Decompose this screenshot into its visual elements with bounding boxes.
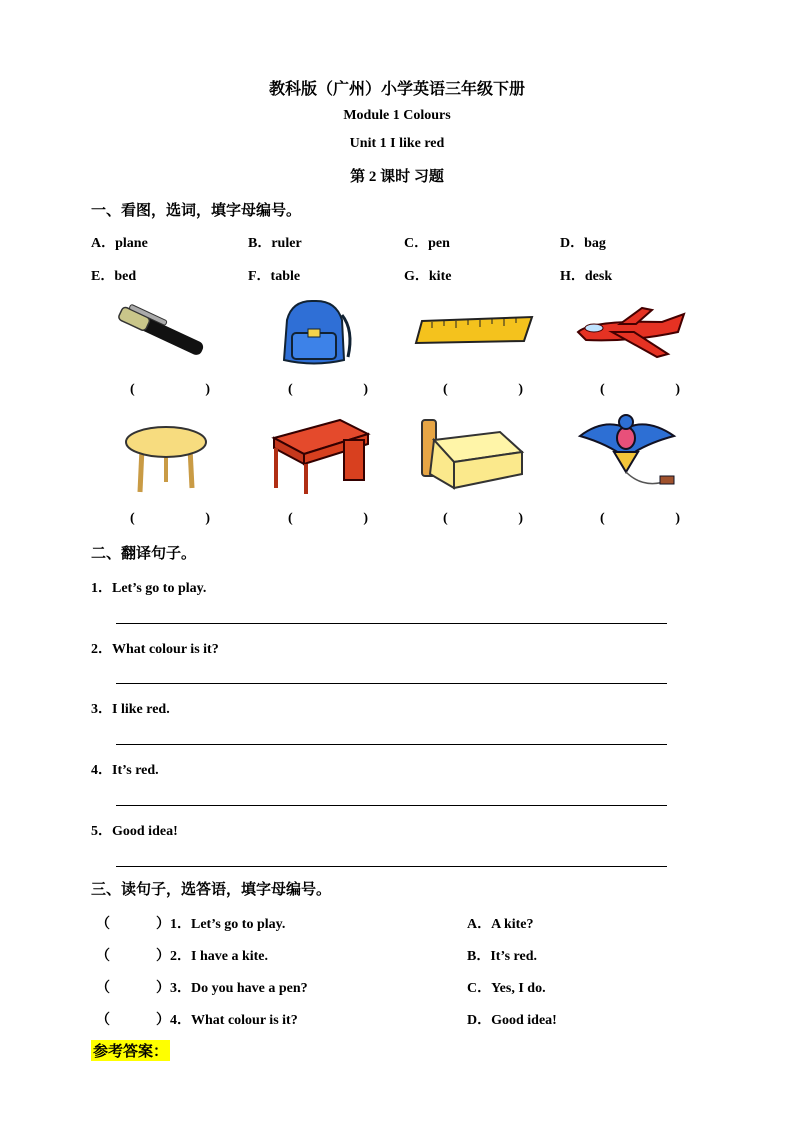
option-f: F．table	[248, 269, 301, 284]
bed-picture	[418, 414, 528, 496]
translate-item-4: 4．It’s red.	[91, 763, 159, 778]
match-question-4: ）4．What colour is it?	[156, 1013, 298, 1028]
answer-line-2[interactable]	[116, 683, 667, 684]
option-g: G．kite	[404, 269, 452, 284]
ruler-picture	[412, 313, 537, 349]
pen-picture	[110, 302, 210, 362]
desk-picture	[268, 414, 373, 496]
unit-title: Unit 1 I like red	[349, 136, 445, 151]
plane-picture	[572, 302, 692, 362]
table-picture	[120, 420, 210, 495]
answer-key-label: 参考答案：	[91, 1040, 170, 1061]
match-blank-4[interactable]: （	[96, 1013, 110, 1028]
kite-picture	[574, 408, 689, 498]
translate-item-5: 5．Good idea!	[91, 824, 178, 839]
answer-blank-4[interactable]: ( )	[600, 382, 680, 397]
answer-blank-7[interactable]: ( )	[443, 511, 523, 526]
answer-blank-3[interactable]: ( )	[443, 382, 523, 397]
match-question-3: ）3．Do you have a pen?	[156, 981, 308, 996]
option-c: C．pen	[404, 236, 450, 251]
answer-line-5[interactable]	[116, 866, 667, 867]
match-answer-a: A．A kite?	[467, 917, 534, 932]
match-blank-3[interactable]: （	[96, 981, 110, 996]
page-title: 教科版（广州）小学英语三年级下册	[268, 81, 525, 98]
option-a: A．plane	[91, 236, 148, 251]
answer-blank-6[interactable]: ( )	[288, 511, 368, 526]
translate-item-3: 3．I like red.	[91, 702, 170, 717]
section2-heading: 二、翻译句子。	[91, 546, 197, 562]
answer-line-4[interactable]	[116, 805, 667, 806]
translate-item-2: 2．What colour is it?	[91, 642, 219, 657]
match-question-1: ）1．Let’s go to play.	[156, 917, 286, 932]
translate-item-1: 1．Let’s go to play.	[91, 581, 207, 596]
match-answer-b: B．It’s red.	[467, 949, 537, 964]
answer-line-3[interactable]	[116, 744, 667, 745]
match-blank-2[interactable]: （	[96, 949, 110, 964]
bag-picture	[272, 295, 357, 370]
option-b: B．ruler	[248, 236, 302, 251]
section3-heading: 三、读句子，选答语，填字母编号。	[91, 882, 332, 898]
option-h: H．desk	[560, 269, 613, 284]
module-title: Module 1 Colours	[343, 108, 451, 123]
match-answer-d: D．Good idea!	[467, 1013, 557, 1028]
answer-blank-2[interactable]: ( )	[288, 382, 368, 397]
answer-blank-8[interactable]: ( )	[600, 511, 680, 526]
lesson-title: 第 2 课时 习题	[350, 169, 444, 185]
answer-blank-1[interactable]: ( )	[130, 382, 210, 397]
option-d: D．bag	[560, 236, 606, 251]
answer-blank-5[interactable]: ( )	[130, 511, 210, 526]
section1-heading: 一、看图，选词，填字母编号。	[91, 203, 302, 219]
match-answer-c: C．Yes, I do.	[467, 981, 546, 996]
answer-line-1[interactable]	[116, 623, 667, 624]
match-question-2: ）2．I have a kite.	[156, 949, 268, 964]
match-blank-1[interactable]: （	[96, 917, 110, 932]
option-e: E．bed	[91, 269, 137, 284]
